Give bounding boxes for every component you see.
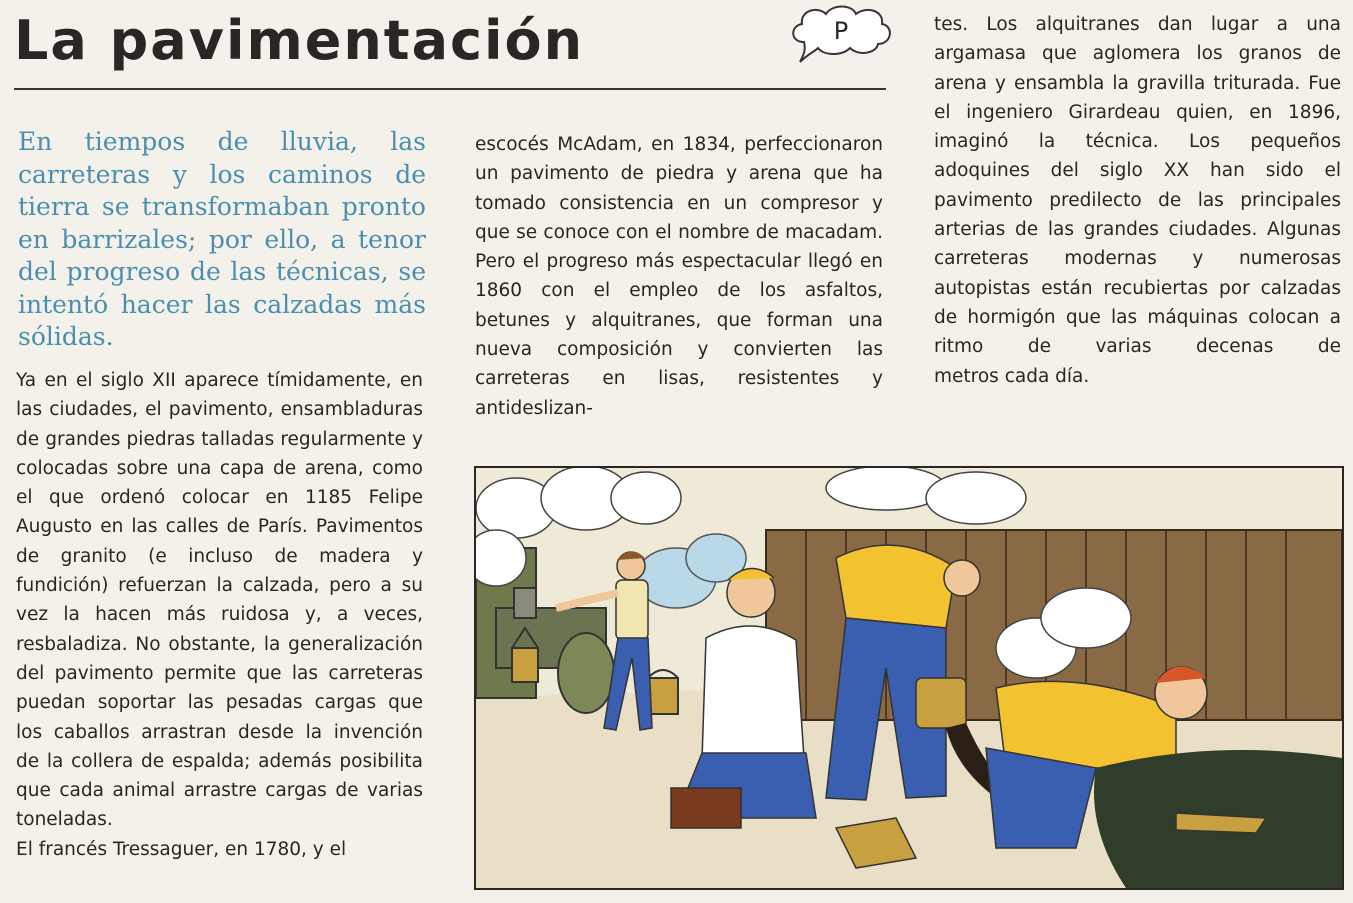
body-column-3-text: tes. Los alquitranes dan lugar a una argamasa que aglomera los granos de arena y ensambla la gravilla triturada. Fue el ingeniero Girardeau quien, en 1896, imaginó la técnica. Los pequeños adoquines del siglo XX han sido el pavimento predilecto de las principales arterias de las grandes ciudades. Algunas carreteras modernas y numerosas autopistas están recubiertas por calzadas de hormigón que las máquinas colocan a ritmo de varias decenas de (934, 14, 1341, 358)
lead-paragraph: En tiempos de lluvia, las carreteras y los caminos de tierra se transformaban pronto en barrizales; por ello, a tenor del progreso de las técnicas, se intentó hacer las calzadas más sólidas. (18, 127, 426, 351)
body-column-1 (16, 366, 423, 864)
body-column-2: escocés McAdam, en 1834, perfeccionaron un pavimento de piedra y arena que ha tomado consistencia en un compresor y que se conoce con el nombre de macadam. Pero el progreso más espectacular llegó en 1860 con el empleo de los asfaltos, betunes y alquitranes, que forman una nueva composición y convierten las carreteras en lisas, resistentes y antideslizan- (475, 134, 883, 419)
page-title: La pavimentación (14, 9, 585, 72)
title-rule (14, 88, 886, 90)
body-column-3-tail: metros cada día. (934, 365, 1090, 387)
section-badge-letter: P (833, 17, 849, 45)
section-badge-cloud-icon (786, 2, 896, 66)
body-column-3 (934, 10, 1341, 391)
road-paving-illustration (474, 466, 1344, 890)
body-column-1-text: Ya en el siglo XII aparece tímidamente, en las ciudades, el pavimento, ensambladuras de grandes piedras talladas regularmente y colocadas sobre una capa de arena, como el que ordenó colocar en 1185 Felipe Augusto en las calles de París. Pavimentos de granito (e incluso de madera y fundición) refuerzan la calzada, pero a su vez la hacen más ruidosa y, a veces, resbaladiza. No obstante, la generalización del pavimento permite que las carreteras puedan soportar las pesadas cargas que los caballos arrastran desde la invención de la collera de espalda; además posibilita que cada animal arrastre cargas de varias toneladas. (16, 370, 423, 831)
body-column-1-tail: El francés Tressaguer, en 1780, y el (16, 838, 347, 860)
